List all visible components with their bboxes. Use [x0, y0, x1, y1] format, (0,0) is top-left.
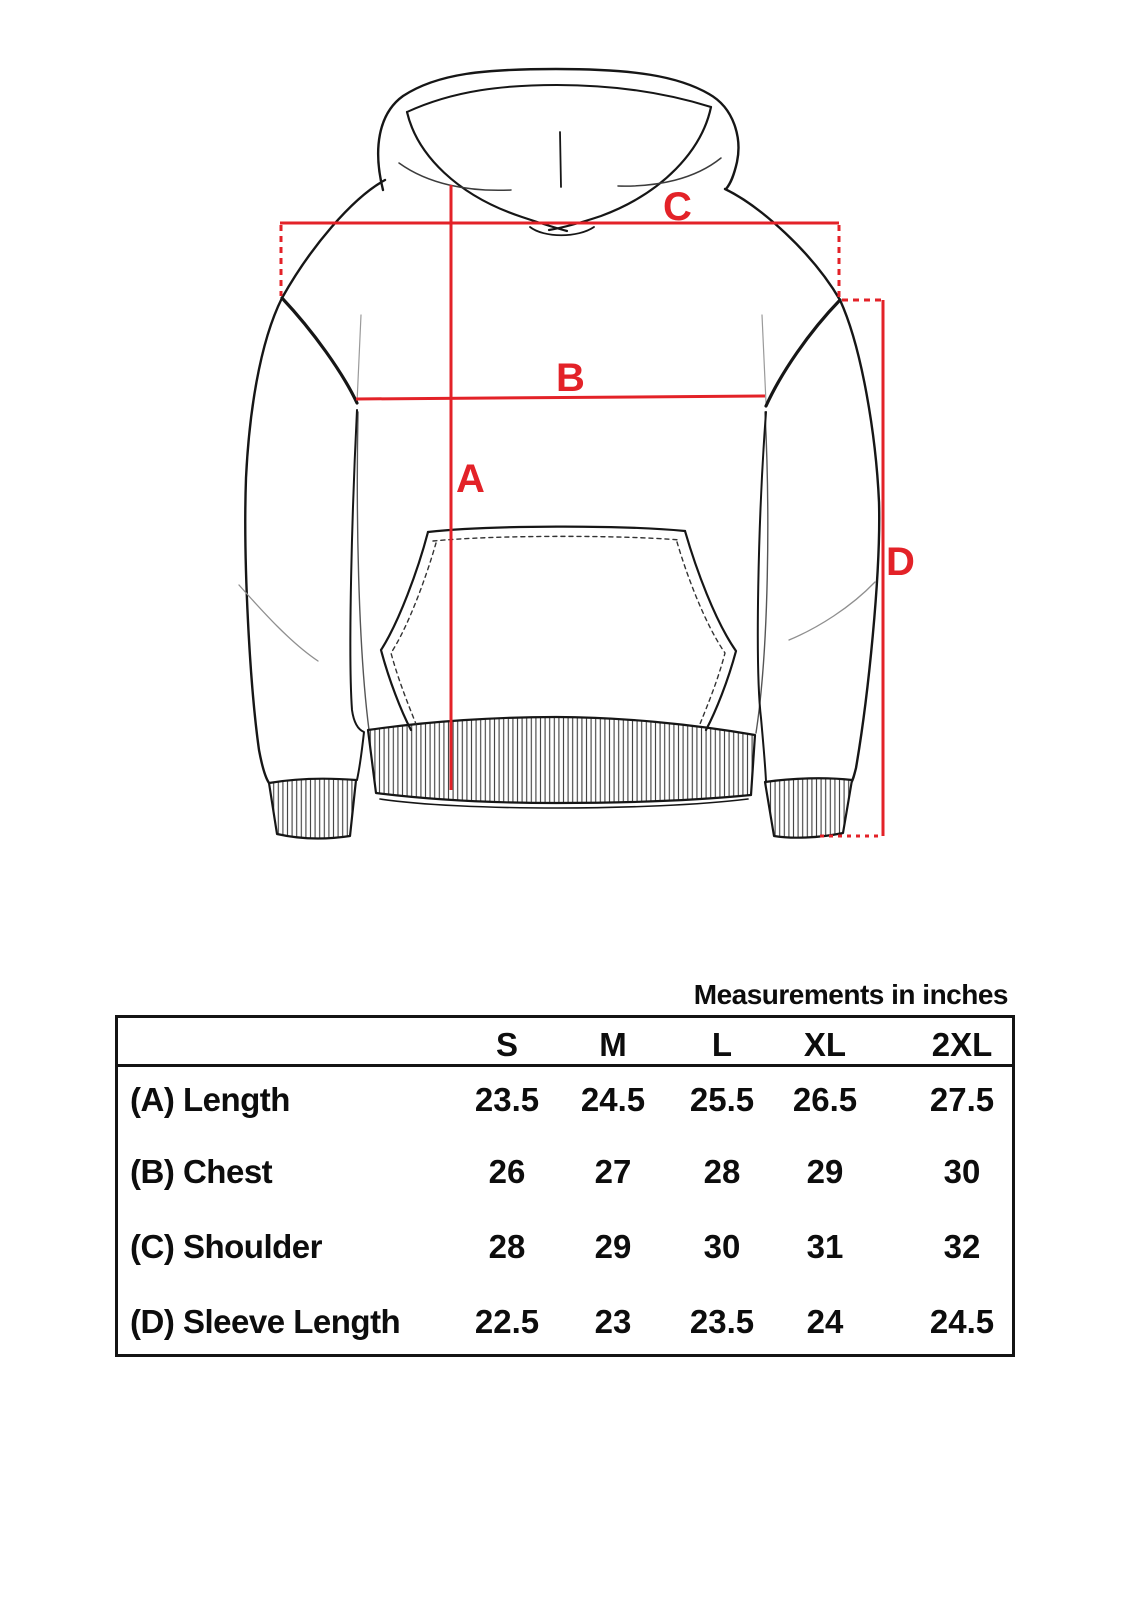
pocket-side-right [685, 531, 736, 730]
units-note: Measurements in inches [693, 979, 1008, 1010]
hood-drawstring [560, 132, 561, 187]
shoulder-seam-left [282, 180, 385, 298]
size-header-l: L [711, 1026, 733, 1063]
size-header-xl: XL [803, 1026, 847, 1063]
hood-inner-seam [407, 85, 711, 112]
sleeve-left-outer-edge [245, 298, 282, 783]
cell-shoulder-xl: 31 [806, 1228, 844, 1265]
label-b: B [556, 356, 585, 400]
size-table [115, 1015, 1015, 1357]
cell-chest-2xl: 30 [943, 1153, 981, 1190]
label-a: A [456, 457, 485, 501]
cell-shoulder-m: 29 [594, 1228, 632, 1265]
cell-chest-xl: 29 [806, 1153, 844, 1190]
pocket-top-edge [428, 527, 685, 532]
cuff-left [269, 779, 356, 839]
body-edge-left [357, 412, 369, 730]
pocket-stitching [391, 536, 725, 724]
sleeve-right-crease [789, 582, 875, 640]
cell-chest-s: 26 [488, 1153, 526, 1190]
shoulder-seam-right [725, 189, 840, 300]
armhole-seam-right [766, 300, 840, 406]
size-header-m: M [599, 1026, 627, 1063]
header-divider [118, 1064, 1012, 1067]
cell-length-xl: 26.5 [792, 1081, 858, 1118]
cell-length-s: 23.5 [474, 1081, 540, 1118]
cuff-right [765, 778, 852, 837]
row-label-shoulder: (C) Shoulder [130, 1228, 322, 1265]
hood-outline [378, 69, 738, 190]
size-header-2xl: 2XL [931, 1026, 993, 1063]
cell-length-2xl: 27.5 [929, 1081, 995, 1118]
label-d: D [886, 540, 915, 584]
row-label-chest: (B) Chest [130, 1153, 273, 1190]
cell-chest-m: 27 [594, 1153, 632, 1190]
cell-shoulder-s: 28 [488, 1228, 526, 1265]
armhole-seam-left [282, 298, 357, 403]
hood-rim-accent-left [399, 163, 511, 190]
sleeve-right-outer-edge [840, 300, 879, 783]
cell-sleeve-s: 22.5 [474, 1303, 540, 1340]
row-label-length: (A) Length [130, 1081, 290, 1118]
hood-rim-accent-right [618, 158, 721, 186]
cell-sleeve-l: 23.5 [689, 1303, 755, 1340]
label-c: C [663, 185, 692, 229]
pocket-side-left [381, 532, 428, 730]
panel-seam-left [357, 315, 361, 403]
cell-chest-l: 28 [703, 1153, 741, 1190]
sleeve-right-inner-edge [758, 412, 766, 781]
cell-sleeve-2xl: 24.5 [929, 1303, 995, 1340]
hood-opening-left [407, 112, 567, 231]
row-label-sleeve-length: (D) Sleeve Length [130, 1303, 401, 1340]
panel-seam-right [762, 315, 766, 403]
cell-sleeve-m: 23 [594, 1303, 632, 1340]
cell-length-l: 25.5 [689, 1081, 755, 1118]
cell-shoulder-2xl: 32 [943, 1228, 981, 1265]
cell-shoulder-l: 30 [703, 1228, 741, 1265]
cell-sleeve-xl: 24 [806, 1303, 844, 1340]
hem-band [368, 717, 755, 803]
sleeve-left-crease [239, 585, 318, 661]
size-header-s: S [495, 1026, 519, 1063]
cell-length-m: 24.5 [580, 1081, 646, 1118]
